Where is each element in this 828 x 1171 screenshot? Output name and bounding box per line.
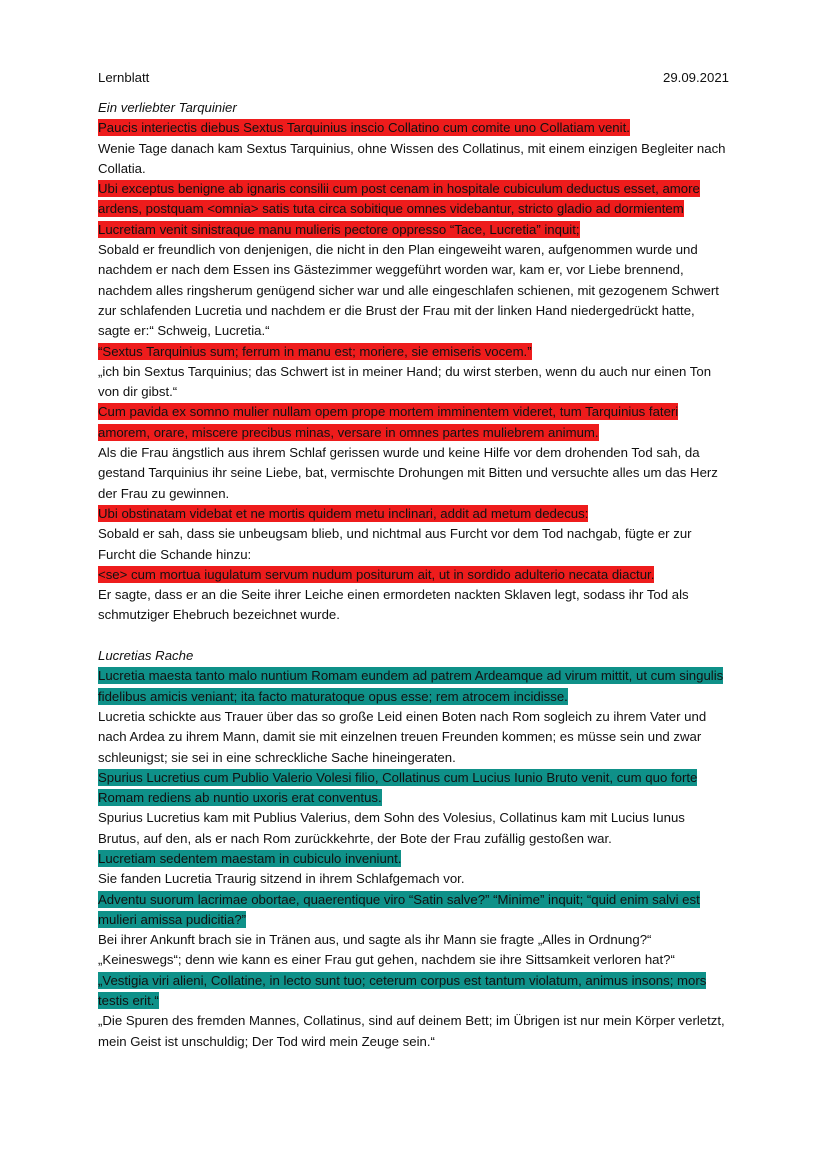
latin-paragraph	[98, 504, 729, 524]
latin-text: „Vestigia viri alieni, Collatine, in lecto sunt tuo; ceterum corpus est tantum violatum, animus insons; mors testis erit.“	[98, 972, 707, 1009]
latin-text: Ubi exceptus benigne ab ignaris consilii cum post cenam in hospitale cubiculum deductus esset, amore ardens, postquam <omnia> satis tuta circa sobitique omnes videbantur, stricto gladio ad dormientem Lucretiam venit sinistraque manu mulieris pectore oppresso “Tace, Lucretia” inquit;	[98, 181, 700, 237]
section-spacer	[98, 626, 729, 646]
latin-text: “Sextus Tarquinius sum; ferrum in manu est; moriere, sie emiseris vocem.”	[98, 343, 532, 359]
latin-text: Spurius Lucretius cum Publio Valerio Volesi filio, Collatinus cum Lucius Iunio Bruto venit, cum quo forte Romam rediens ab nuntio uxoris erat conventus.	[98, 769, 698, 806]
german-paragraph: Sie fanden Lucretia Traurig sitzend in ihrem Schlafgemach vor.	[98, 871, 465, 887]
latin-paragraph	[98, 849, 729, 869]
german-paragraph: Als die Frau ängstlich aus ihrem Schlaf gerissen wurde und keine Hilfe vor dem drohenden Tod sah, da gestand Tarquinius ihr seine Liebe, bat, vermischte Drohungen mit Bitten und versuchte alles um das Herz der Frau zu gewinnen.	[98, 445, 718, 501]
latin-paragraph	[98, 768, 729, 809]
latin-text: Ubi obstinatam videbat et ne mortis quidem metu inclinari, addit ad metum dedecus:	[98, 505, 589, 521]
document-body	[98, 98, 729, 1052]
section-title-1: Ein verliebter Tarquinier	[98, 100, 237, 115]
section-2	[98, 666, 729, 1052]
latin-text: Lucretia maesta tanto malo nuntium Romam eundem ad patrem Ardeamque ad virum mittit, ut cum singulis fidelibus amicis veniant; ita facto maturatoque opus esse; rem atrocem incidisse.	[98, 668, 724, 704]
latin-paragraph	[98, 118, 729, 138]
latin-paragraph	[98, 179, 729, 240]
latin-paragraph	[98, 666, 729, 707]
german-paragraph: Er sagte, dass er an die Seite ihrer Leiche einen ermordeten nackten Sklaven legt, sodass ihr Tod als schmutziger Ehebruch bezeichnet wurde.	[98, 587, 689, 623]
german-paragraph: Sobald er sah, dass sie unbeugsam blieb, und nichtmal aus Furcht vor dem Tod nachgab, fügte er zur Furcht die Schande hinzu:	[98, 526, 692, 562]
latin-text: <se> cum mortua iugulatum servum nudum positurum ait, ut in sordido adulterio necata diactur.	[98, 566, 655, 582]
latin-paragraph	[98, 565, 729, 585]
latin-text: Paucis interiectis diebus Sextus Tarquinius inscio Collatino cum comite uno Collatiam venit.	[98, 120, 630, 136]
section-title-2: Lucretias Rache	[98, 648, 194, 664]
latin-text: Cum pavida ex somno mulier nullam opem prope mortem imminentem videret, tum Tarquinius fateri amorem, orare, miscere precibus minas, versare in omnes partes muliebrem animum.	[98, 404, 679, 440]
latin-text: Lucretiam sedentem maestam in cubiculo inveniunt.	[98, 850, 402, 866]
german-paragraph: Lucretia schickte aus Trauer über das so große Leid einen Boten nach Rom sogleich zu ihrem Vater und nach Ardea zu ihrem Mann, damit sie mit einzelnen treuen Freunden kommen; es müsse sein und zwar schleunigst; sie sei in eine schreckliche Sache hineingeraten.	[98, 708, 707, 765]
latin-paragraph	[98, 971, 729, 1012]
latin-paragraph	[98, 402, 729, 443]
latin-text: Adventu suorum lacrimae obortae, quaerentique viro “Satin salve?” “Minime” inquit; “quid enim salvi est mulieri amissa pudicitia?”	[98, 891, 700, 927]
latin-paragraph	[98, 342, 729, 362]
german-paragraph: Bei ihrer Ankunft brach sie in Tränen aus, und sagte als ihr Mann sie fragte „Alles in Ordnung?“ „Keineswegs“; denn wie kann es einer Frau gut gehen, nachdem sie ihre Sittsamkeit verloren hat?“	[98, 932, 675, 968]
page-header	[98, 68, 729, 88]
section-1	[98, 118, 729, 625]
header-date: 29.09.2021	[662, 70, 729, 85]
german-paragraph: „Die Spuren des fremden Mannes, Collatinus, sind auf deinem Bett; im Übrigen ist nur mein Körper verletzt, mein Geist ist unschuldig; Der Tod wird mein Zeuge sein.“	[98, 1013, 725, 1049]
latin-paragraph	[98, 890, 729, 931]
header-title: Lernblatt	[98, 70, 150, 85]
german-paragraph: Spurius Lucretius kam mit Publius Valerius, dem Sohn des Volesius, Collatinus kam mit Lucius Iunus Brutus, auf den, als er nach Rom zurückkehrte, der Bote der Frau zufällig gestoßen war.	[98, 810, 685, 846]
german-paragraph: Wenie Tage danach kam Sextus Tarquinius, ohne Wissen des Collatinus, mit einem einzigen Begleiter nach Collatia.	[98, 140, 726, 176]
german-paragraph: „ich bin Sextus Tarquinius; das Schwert ist in meiner Hand; du wirst sterben, wenn du auch nur einen Ton von dir gibst.“	[98, 363, 712, 400]
german-paragraph: Sobald er freundlich von denjenigen, die nicht in den Plan eingeweiht waren, aufgenommen wurde und nachdem er nach dem Essen ins Gästezimmer weggeführt worden war, kam er, vor Liebe brennend, nachdem alles ringsherum genügend sicher war und alle eingeschlafen schienen, mit gezogenem Schwert zur schlafenden Lucretia und nachdem er die Brust der Frau mit der linken Hand niedergedrückt hatte, sagte er:“ Schweig, Lucretia.“	[98, 242, 719, 339]
